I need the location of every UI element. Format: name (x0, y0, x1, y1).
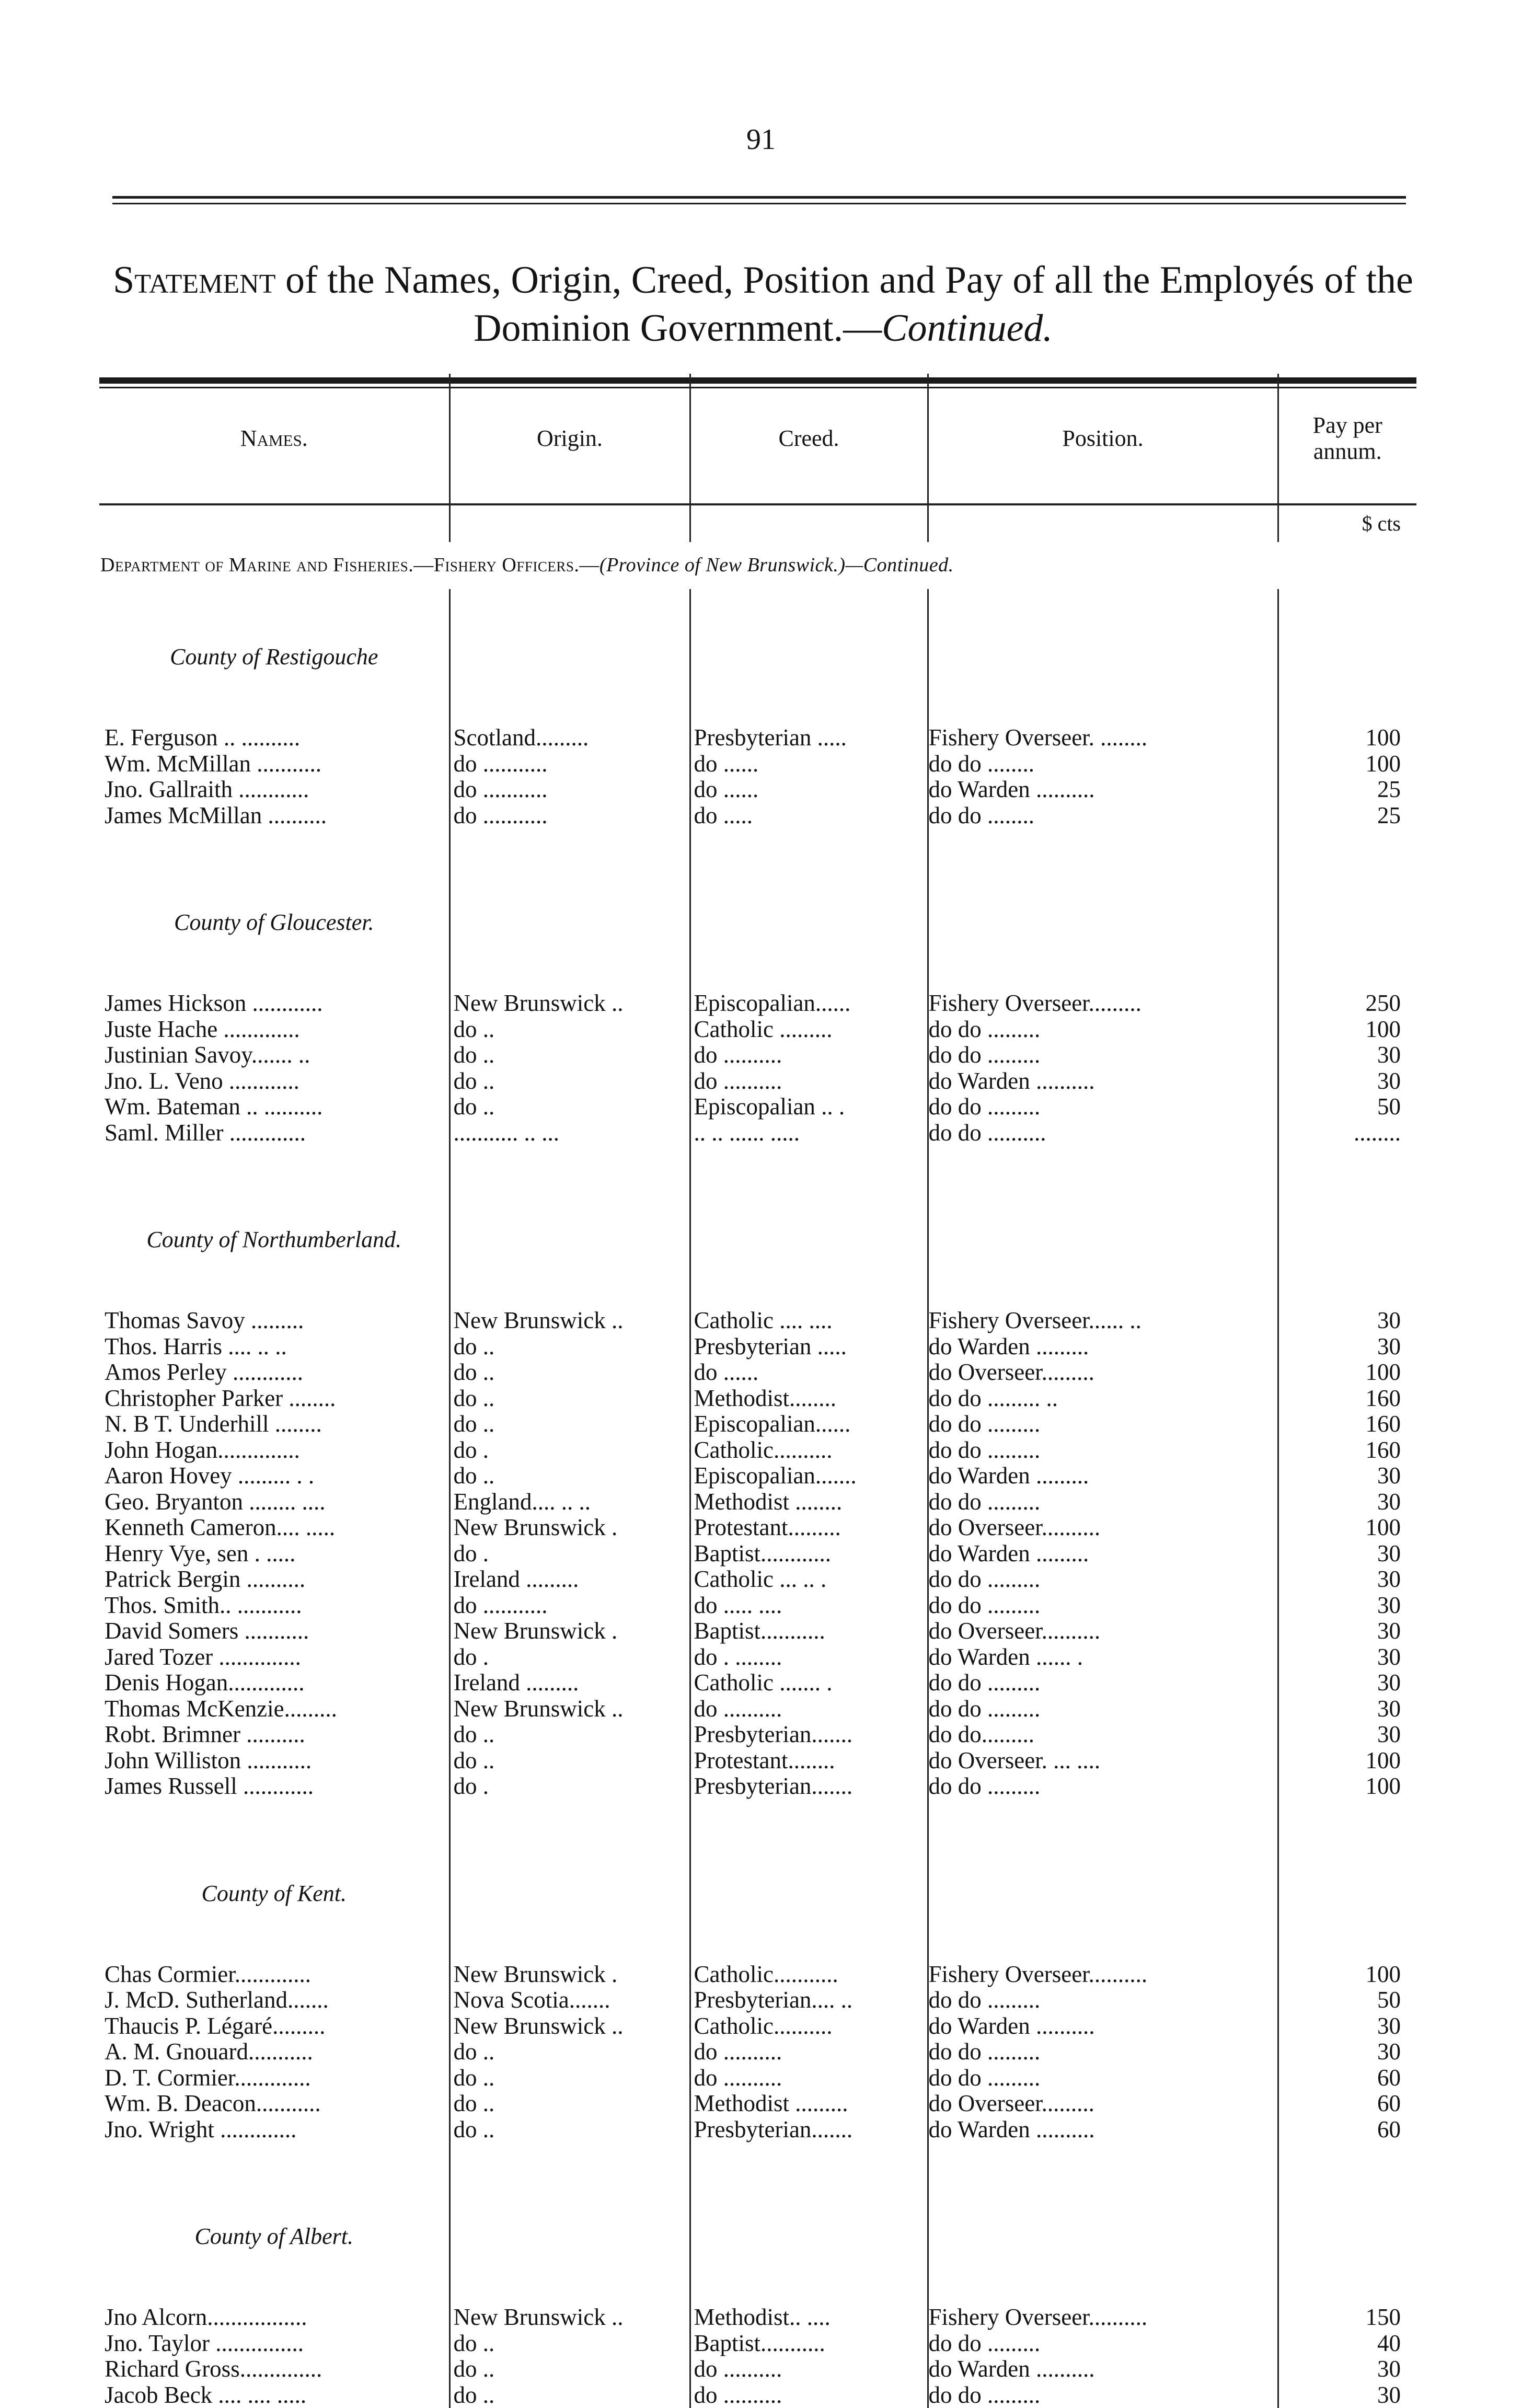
employee-origin: New Brunswick . (449, 1515, 690, 1541)
employee-pay: 60 (1278, 2091, 1416, 2117)
employee-position: do do ......... (928, 1670, 1278, 1696)
employee-position: do do ......... (928, 1773, 1278, 1800)
table-row (99, 1748, 1416, 1774)
employee-origin: do .. (449, 1463, 690, 1489)
employee-pay: 30 (1278, 1696, 1416, 1722)
employee-origin: Ireland ......... (449, 1566, 690, 1593)
header-origin: Origin. (449, 374, 690, 504)
employee-name: Chas Cormier............. (99, 1962, 449, 1988)
employee-creed: do .......... (690, 1042, 928, 1068)
table-row (99, 1042, 1416, 1068)
header-rule-bottom (112, 203, 1406, 204)
employee-creed: Episcopalian...... (690, 990, 928, 1017)
employee-origin: New Brunswick . (449, 1962, 690, 1988)
employee-pay: 100 (1278, 1748, 1416, 1774)
employee-origin: do .. (449, 1748, 690, 1774)
employee-pay: 30 (1278, 2382, 1416, 2408)
employee-pay: 30 (1278, 2039, 1416, 2065)
table-row (99, 1120, 1416, 1146)
employee-pay: 150 (1278, 2305, 1416, 2331)
employee-name: James Russell ............ (99, 1773, 449, 1800)
employee-name: Richard Gross.............. (99, 2356, 449, 2382)
employee-name: Thomas McKenzie......... (99, 1696, 449, 1722)
employee-origin: do .. (449, 1722, 690, 1748)
employee-pay: 100 (1278, 751, 1416, 777)
employee-origin: England.... .. .. (449, 1489, 690, 1515)
table-row (99, 1489, 1416, 1515)
title-continued: Continued. (882, 307, 1053, 350)
table-row (99, 1463, 1416, 1489)
employee-pay: 100 (1278, 1962, 1416, 1988)
employee-position: do Warden .......... (928, 2356, 1278, 2382)
employee-position: do do ......... (928, 2331, 1278, 2357)
employee-origin: do .. (449, 2039, 690, 2065)
employee-pay: 30 (1278, 1042, 1416, 1068)
employee-origin: New Brunswick .. (449, 990, 690, 1017)
employee-pay: 160 (1278, 1386, 1416, 1412)
employee-origin: do .. (449, 2117, 690, 2143)
employee-pay: 30 (1278, 1593, 1416, 1619)
employee-position: do do ......... (928, 2065, 1278, 2091)
employee-name: J. McD. Sutherland....... (99, 1987, 449, 2013)
employee-creed: Methodist........ (690, 1386, 928, 1412)
table-row (99, 2091, 1416, 2117)
employee-pay: 30 (1278, 1618, 1416, 1644)
spacer-row (99, 943, 1416, 990)
employee-name: Thaucis P. Légaré......... (99, 2013, 449, 2040)
employee-creed: Catholic ....... . (690, 1670, 928, 1696)
employee-name: Jno. Gallraith ............ (99, 777, 449, 803)
table-row (99, 990, 1416, 1017)
header-pay (1278, 374, 1416, 504)
employee-origin: do .. (449, 2356, 690, 2382)
employee-position: do do ......... (928, 1593, 1278, 1619)
employee-creed: do ...... (690, 777, 928, 803)
employee-position: do Warden ......... (928, 1334, 1278, 1360)
employee-pay: 50 (1278, 1987, 1416, 2013)
employee-name: Kenneth Cameron.... ..... (99, 1515, 449, 1541)
employee-origin: do ........... (449, 803, 690, 829)
employee-name: A. M. Gnouard........... (99, 2039, 449, 2065)
employee-creed: do .......... (690, 1068, 928, 1094)
employee-position: do do ........ (928, 803, 1278, 829)
employee-origin: do . (449, 1644, 690, 1670)
employee-name: John Hogan.............. (99, 1437, 449, 1464)
employee-position: do do .......... (928, 1120, 1278, 1146)
header-position: Position. (928, 374, 1278, 504)
header-pay-line1: Pay per (1279, 412, 1417, 439)
spacer-row (99, 828, 1416, 902)
employee-pay: 100 (1278, 1017, 1416, 1043)
table-row (99, 1722, 1416, 1748)
employee-name: Thos. Harris .... .. .. (99, 1334, 449, 1360)
employee-origin: do .. (449, 1386, 690, 1412)
employee-pay: 100 (1278, 1515, 1416, 1541)
employee-name: Jno Alcorn................. (99, 2305, 449, 2331)
employee-position: do do ......... (928, 1489, 1278, 1515)
page-title (94, 256, 1432, 352)
employee-position: do do ......... (928, 1696, 1278, 1722)
employee-position: do Overseer......... (928, 1359, 1278, 1386)
employee-creed: Presbyterian....... (690, 1773, 928, 1800)
employee-name: James Hickson ............ (99, 990, 449, 1017)
employee-creed: Baptist............ (690, 1541, 928, 1567)
table-header-row (99, 374, 1416, 504)
employee-origin: do ........... (449, 751, 690, 777)
employee-position: do do ......... (928, 2039, 1278, 2065)
county-heading-row (99, 902, 1416, 943)
employee-creed: Episcopalian...... (690, 1411, 928, 1437)
employee-creed: do .......... (690, 2356, 928, 2382)
employee-creed: Presbyterian ..... (690, 1334, 928, 1360)
employee-pay: 100 (1278, 1359, 1416, 1386)
employee-name: Jacob Beck .... .... ..... (99, 2382, 449, 2408)
table-row (99, 1334, 1416, 1360)
employee-creed: do .......... (690, 2382, 928, 2408)
employee-creed: Catholic.......... (690, 2013, 928, 2040)
employee-pay: 30 (1278, 2013, 1416, 2040)
department-province: (Province of New Brunswick.)—Continued. (599, 554, 954, 576)
employee-pay: 25 (1278, 777, 1416, 803)
table-row (99, 1541, 1416, 1567)
employee-position: do Warden .......... (928, 777, 1278, 803)
employee-creed: Protestant........ (690, 1748, 928, 1774)
employee-position: do do......... (928, 1722, 1278, 1748)
table-row (99, 751, 1416, 777)
employee-pay: 160 (1278, 1437, 1416, 1464)
employee-pay: 100 (1278, 1773, 1416, 1800)
employee-origin: Nova Scotia....... (449, 1987, 690, 2013)
employee-name: Thomas Savoy ......... (99, 1308, 449, 1334)
page-number: 91 (0, 123, 1522, 156)
spacer-row (99, 1261, 1416, 1308)
employee-pay: 40 (1278, 2331, 1416, 2357)
table-row (99, 1515, 1416, 1541)
employee-pay: 30 (1278, 1644, 1416, 1670)
unit-row (99, 505, 1416, 542)
table-row (99, 1696, 1416, 1722)
table-row (99, 2013, 1416, 2040)
employee-position: do do ......... (928, 1566, 1278, 1593)
employee-pay: 30 (1278, 2356, 1416, 2382)
employee-name: Jared Tozer .............. (99, 1644, 449, 1670)
employee-name: Saml. Miller ............. (99, 1120, 449, 1146)
employee-creed: Catholic ......... (690, 1017, 928, 1043)
employee-pay: 100 (1278, 725, 1416, 751)
table-row (99, 1962, 1416, 1988)
employee-origin: do . (449, 1773, 690, 1800)
employee-name: Henry Vye, sen . ..... (99, 1541, 449, 1567)
header-creed: Creed. (690, 374, 928, 504)
table-row (99, 803, 1416, 829)
employee-position: Fishery Overseer.......... (928, 2305, 1278, 2331)
employee-creed: Baptist........... (690, 1618, 928, 1644)
employee-name: Jno. Taylor ............... (99, 2331, 449, 2357)
county-name: County of Gloucester. (99, 902, 449, 943)
table-row (99, 1094, 1416, 1120)
spacer-row (99, 678, 1416, 725)
employee-name: Aaron Hovey ......... . . (99, 1463, 449, 1489)
employee-name: D. T. Cormier............. (99, 2065, 449, 2091)
employee-origin: ........... .. ... (449, 1120, 690, 1146)
employee-pay: 30 (1278, 1068, 1416, 1094)
spacer-row (99, 589, 1416, 636)
table-row (99, 1618, 1416, 1644)
table-row (99, 2039, 1416, 2065)
table-row (99, 2117, 1416, 2143)
employee-origin: New Brunswick .. (449, 1696, 690, 1722)
employee-position: do Overseer.......... (928, 1515, 1278, 1541)
employee-origin: do . (449, 1541, 690, 1567)
employee-pay: 30 (1278, 1489, 1416, 1515)
employee-creed: Baptist........... (690, 2331, 928, 2357)
table-row (99, 1308, 1416, 1334)
employee-position: do do ........ (928, 751, 1278, 777)
employee-creed: Protestant......... (690, 1515, 928, 1541)
table-row (99, 1593, 1416, 1619)
employee-name: N. B T. Underhill ........ (99, 1411, 449, 1437)
employee-pay: 30 (1278, 1722, 1416, 1748)
table-row (99, 1566, 1416, 1593)
table-row (99, 1068, 1416, 1094)
employee-origin: do .. (449, 1042, 690, 1068)
employee-creed: Catholic........... (690, 1962, 928, 1988)
title-lead: Statement (113, 259, 275, 302)
employee-pay: 30 (1278, 1334, 1416, 1360)
employee-origin: do .. (449, 2091, 690, 2117)
table-row (99, 1437, 1416, 1464)
employee-origin: Ireland ......... (449, 1670, 690, 1696)
employee-origin: do .. (449, 1068, 690, 1094)
employee-creed: .. .. ...... ..... (690, 1120, 928, 1146)
employee-position: do do ......... (928, 1017, 1278, 1043)
employee-pay: ........ (1278, 1120, 1416, 1146)
employee-pay: 30 (1278, 1308, 1416, 1334)
employee-creed: do ..... .... (690, 1593, 928, 1619)
employee-creed: Episcopalian....... (690, 1463, 928, 1489)
employee-position: do Warden .......... (928, 1068, 1278, 1094)
employee-creed: do . ........ (690, 1644, 928, 1670)
employee-name: Geo. Bryanton ........ .... (99, 1489, 449, 1515)
employee-creed: do ...... (690, 751, 928, 777)
employee-pay: 30 (1278, 1670, 1416, 1696)
employee-position: Fishery Overseer......... (928, 990, 1278, 1017)
employee-position: do do ......... .. (928, 1386, 1278, 1412)
employee-position: do Overseer......... (928, 2091, 1278, 2117)
employee-position: do do ......... (928, 1094, 1278, 1120)
employee-creed: Methodist ........ (690, 1489, 928, 1515)
employee-origin: do .. (449, 2065, 690, 2091)
employee-origin: New Brunswick .. (449, 2013, 690, 2040)
county-name: County of Kent. (99, 1873, 449, 1915)
employee-creed: do ..... (690, 803, 928, 829)
employee-creed: do .......... (690, 2065, 928, 2091)
table-row (99, 2356, 1416, 2382)
employee-creed: Presbyterian....... (690, 2117, 928, 2143)
employee-pay: 30 (1278, 1541, 1416, 1567)
employee-name: Juste Hache ............. (99, 1017, 449, 1043)
department-heading (99, 542, 1416, 589)
employee-position: do Warden ......... (928, 1541, 1278, 1567)
employee-creed: Catholic .... .... (690, 1308, 928, 1334)
county-heading-row (99, 636, 1416, 678)
table-row (99, 1359, 1416, 1386)
spacer-row (99, 2257, 1416, 2305)
employee-name: E. Ferguson .. .......... (99, 725, 449, 751)
table-row (99, 777, 1416, 803)
employee-origin: New Brunswick . (449, 1618, 690, 1644)
employee-name: James McMillan .......... (99, 803, 449, 829)
employee-pay: 25 (1278, 803, 1416, 829)
employee-name: Justinian Savoy....... .. (99, 1042, 449, 1068)
employee-origin: do ........... (449, 1593, 690, 1619)
employee-origin: do .. (449, 2382, 690, 2408)
employee-creed: Catholic ... .. . (690, 1566, 928, 1593)
employee-origin: Scotland......... (449, 725, 690, 751)
employee-pay: 50 (1278, 1094, 1416, 1120)
employee-creed: do .......... (690, 1696, 928, 1722)
employee-creed: do .......... (690, 2039, 928, 2065)
employee-name: Wm. Bateman .. .......... (99, 1094, 449, 1120)
table-row (99, 2065, 1416, 2091)
pay-unit: $ cts (1278, 505, 1416, 542)
title-main: of the Names, Origin, Creed, Position and Pay of all the Employés of the Dominion Government.— (285, 259, 1413, 350)
employee-origin: do .. (449, 1359, 690, 1386)
table-row (99, 1644, 1416, 1670)
county-heading-row (99, 1873, 1416, 1915)
department-row (99, 542, 1416, 589)
spacer-row (99, 1800, 1416, 1873)
employee-name: Patrick Bergin .......... (99, 1566, 449, 1593)
employee-origin: do .. (449, 2331, 690, 2357)
employee-position: do Warden .......... (928, 2013, 1278, 2040)
county-name: County of Albert. (99, 2216, 449, 2257)
employee-position: Fishery Overseer...... .. (928, 1308, 1278, 1334)
county-heading-row (99, 1219, 1416, 1261)
employee-position: do Warden ...... . (928, 1644, 1278, 1670)
employee-name: Robt. Brimner .......... (99, 1722, 449, 1748)
employee-creed: Methodist.. .... (690, 2305, 928, 2331)
employee-position: do Warden ......... (928, 1463, 1278, 1489)
employee-origin: do ........... (449, 777, 690, 803)
department-name: Department of Marine and Fisheries.—Fishery Officers.— (100, 554, 599, 576)
table-row (99, 1411, 1416, 1437)
employee-position: do do ......... (928, 1437, 1278, 1464)
employee-creed: Episcopalian .. . (690, 1094, 928, 1120)
employee-position: Fishery Overseer.......... (928, 1962, 1278, 1988)
county-heading-row (99, 2216, 1416, 2257)
employee-position: do do ......... (928, 1042, 1278, 1068)
table-row (99, 1670, 1416, 1696)
table-row (99, 1386, 1416, 1412)
employee-position: do do ......... (928, 2382, 1278, 2408)
employee-name: Jno. L. Veno ............ (99, 1068, 449, 1094)
employee-pay: 30 (1278, 1566, 1416, 1593)
table-row (99, 2331, 1416, 2357)
employee-position: do Overseer. ... .... (928, 1748, 1278, 1774)
employee-position: do do ......... (928, 1411, 1278, 1437)
employee-pay: 30 (1278, 1463, 1416, 1489)
employee-name: Jno. Wright ............. (99, 2117, 449, 2143)
table-row (99, 1017, 1416, 1043)
header-names: Names. (99, 374, 449, 504)
employee-creed: Presbyterian....... (690, 1722, 928, 1748)
employee-origin: do .. (449, 1017, 690, 1043)
employee-creed: Presbyterian ..... (690, 725, 928, 751)
table-row (99, 1773, 1416, 1800)
employee-name: John Williston ........... (99, 1748, 449, 1774)
employee-creed: Presbyterian.... .. (690, 1987, 928, 2013)
employee-position: do do ......... (928, 1987, 1278, 2013)
table-row (99, 725, 1416, 751)
spacer-row (99, 2142, 1416, 2216)
employee-position: do Overseer.......... (928, 1618, 1278, 1644)
table-row (99, 1987, 1416, 2013)
table-row (99, 2305, 1416, 2331)
header-rule-top (112, 196, 1406, 199)
employee-pay: 160 (1278, 1411, 1416, 1437)
employee-name: David Somers ........... (99, 1618, 449, 1644)
employee-origin: New Brunswick .. (449, 1308, 690, 1334)
spacer-row (99, 1915, 1416, 1962)
employee-pay: 60 (1278, 2065, 1416, 2091)
employee-position: do Warden .......... (928, 2117, 1278, 2143)
employee-pay: 250 (1278, 990, 1416, 1017)
employee-name: Christopher Parker ........ (99, 1386, 449, 1412)
employee-origin: do .. (449, 1334, 690, 1360)
employee-name: Denis Hogan............. (99, 1670, 449, 1696)
employee-creed: do ...... (690, 1359, 928, 1386)
employee-origin: do .. (449, 1411, 690, 1437)
spacer-row (99, 1146, 1416, 1219)
header-pay-line2: annum. (1279, 439, 1417, 465)
employee-name: Thos. Smith.. ........... (99, 1593, 449, 1619)
county-name: County of Northumberland. (99, 1219, 449, 1261)
county-name: County of Restigouche (99, 636, 449, 678)
employee-table (99, 374, 1416, 2408)
employee-creed: Catholic.......... (690, 1437, 928, 1464)
employee-origin: do . (449, 1437, 690, 1464)
employee-pay: 60 (1278, 2117, 1416, 2143)
table-row (99, 2382, 1416, 2408)
employee-name: Wm. McMillan ........... (99, 751, 449, 777)
employee-position: Fishery Overseer. ........ (928, 725, 1278, 751)
employee-name: Wm. B. Deacon........... (99, 2091, 449, 2117)
employee-origin: New Brunswick .. (449, 2305, 690, 2331)
employee-origin: do .. (449, 1094, 690, 1120)
employee-creed: Methodist ......... (690, 2091, 928, 2117)
employee-name: Amos Perley ............ (99, 1359, 449, 1386)
